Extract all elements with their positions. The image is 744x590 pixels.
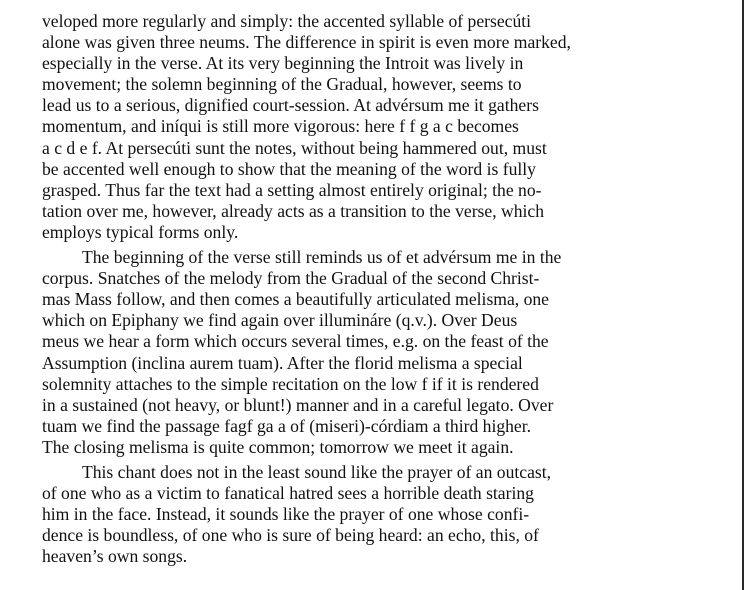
text-line: The beginning of the verse still reminds us of et advérsum me in the xyxy=(82,247,562,268)
text-line: alone was given three neums. The difference in spirit is even more marked, xyxy=(42,32,571,53)
text-line: corpus. Snatches of the melody from the Gradual of the second Christ- xyxy=(42,268,540,289)
text-line: meus we hear a form which occurs several times, e.g. on the feast of the xyxy=(42,331,549,352)
paragraph-3 xyxy=(42,462,620,567)
text-line: especially in the verse. At its very beginning the Introit was lively in xyxy=(42,53,524,74)
text-line: heaven’s own songs. xyxy=(42,546,188,567)
text-line: grasped. Thus far the text had a setting almost entirely original; the no- xyxy=(42,179,542,200)
text-line: tuam we find the passage fagf ga a of (miseri)-córdiam a third higher. xyxy=(42,415,532,436)
text-line: in a sustained (not heavy, or blunt!) manner and in a careful legato. Over xyxy=(42,394,554,415)
body-text xyxy=(42,11,620,567)
text-line: a c d e f. At persecúti sunt the notes, without being hammered out, must xyxy=(42,137,547,158)
paragraph-1 xyxy=(42,11,620,243)
text-line: of one who as a victim to fanatical hatred sees a horrible death staring xyxy=(42,483,534,504)
text-line: employs typical forms only. xyxy=(42,221,239,242)
text-line: veloped more regularly and simply: the accented syllable of persecúti xyxy=(42,11,532,31)
paragraph-2 xyxy=(42,247,620,458)
text-line: This chant does not in the least sound like the prayer of an outcast, xyxy=(82,461,552,482)
text-line: be accented well enough to show that the meaning of the word is fully xyxy=(42,158,536,179)
text-line: tation over me, however, already acts as a transition to the verse, which xyxy=(42,200,545,221)
text-line: Assumption (inclina aurem tuam). After the florid melisma a special xyxy=(42,352,523,373)
text-line: momentum, and iníqui is still more vigorous: here f f g a c becomes xyxy=(42,116,519,137)
text-line: mas Mass follow, and then comes a beautifully articulated melisma, one xyxy=(42,289,549,310)
text-line: The closing melisma is quite common; tomorrow we meet it again. xyxy=(42,436,514,457)
text-line: solemnity attaches to the simple recitation on the low f if it is rendered xyxy=(42,373,539,394)
text-line: dence is boundless, of one who is sure of being heard: an echo, this, of xyxy=(42,525,539,546)
text-line: movement; the solemn beginning of the Gradual, however, seems to xyxy=(42,74,522,95)
text-line: lead us to a serious, dignified court-session. At advérsum me it gathers xyxy=(42,95,539,116)
text-line: him in the face. Instead, it sounds like the prayer of one whose confi- xyxy=(42,504,530,525)
text-line: which on Epiphany we find again over illumináre (q.v.). Over Deus xyxy=(42,310,518,331)
